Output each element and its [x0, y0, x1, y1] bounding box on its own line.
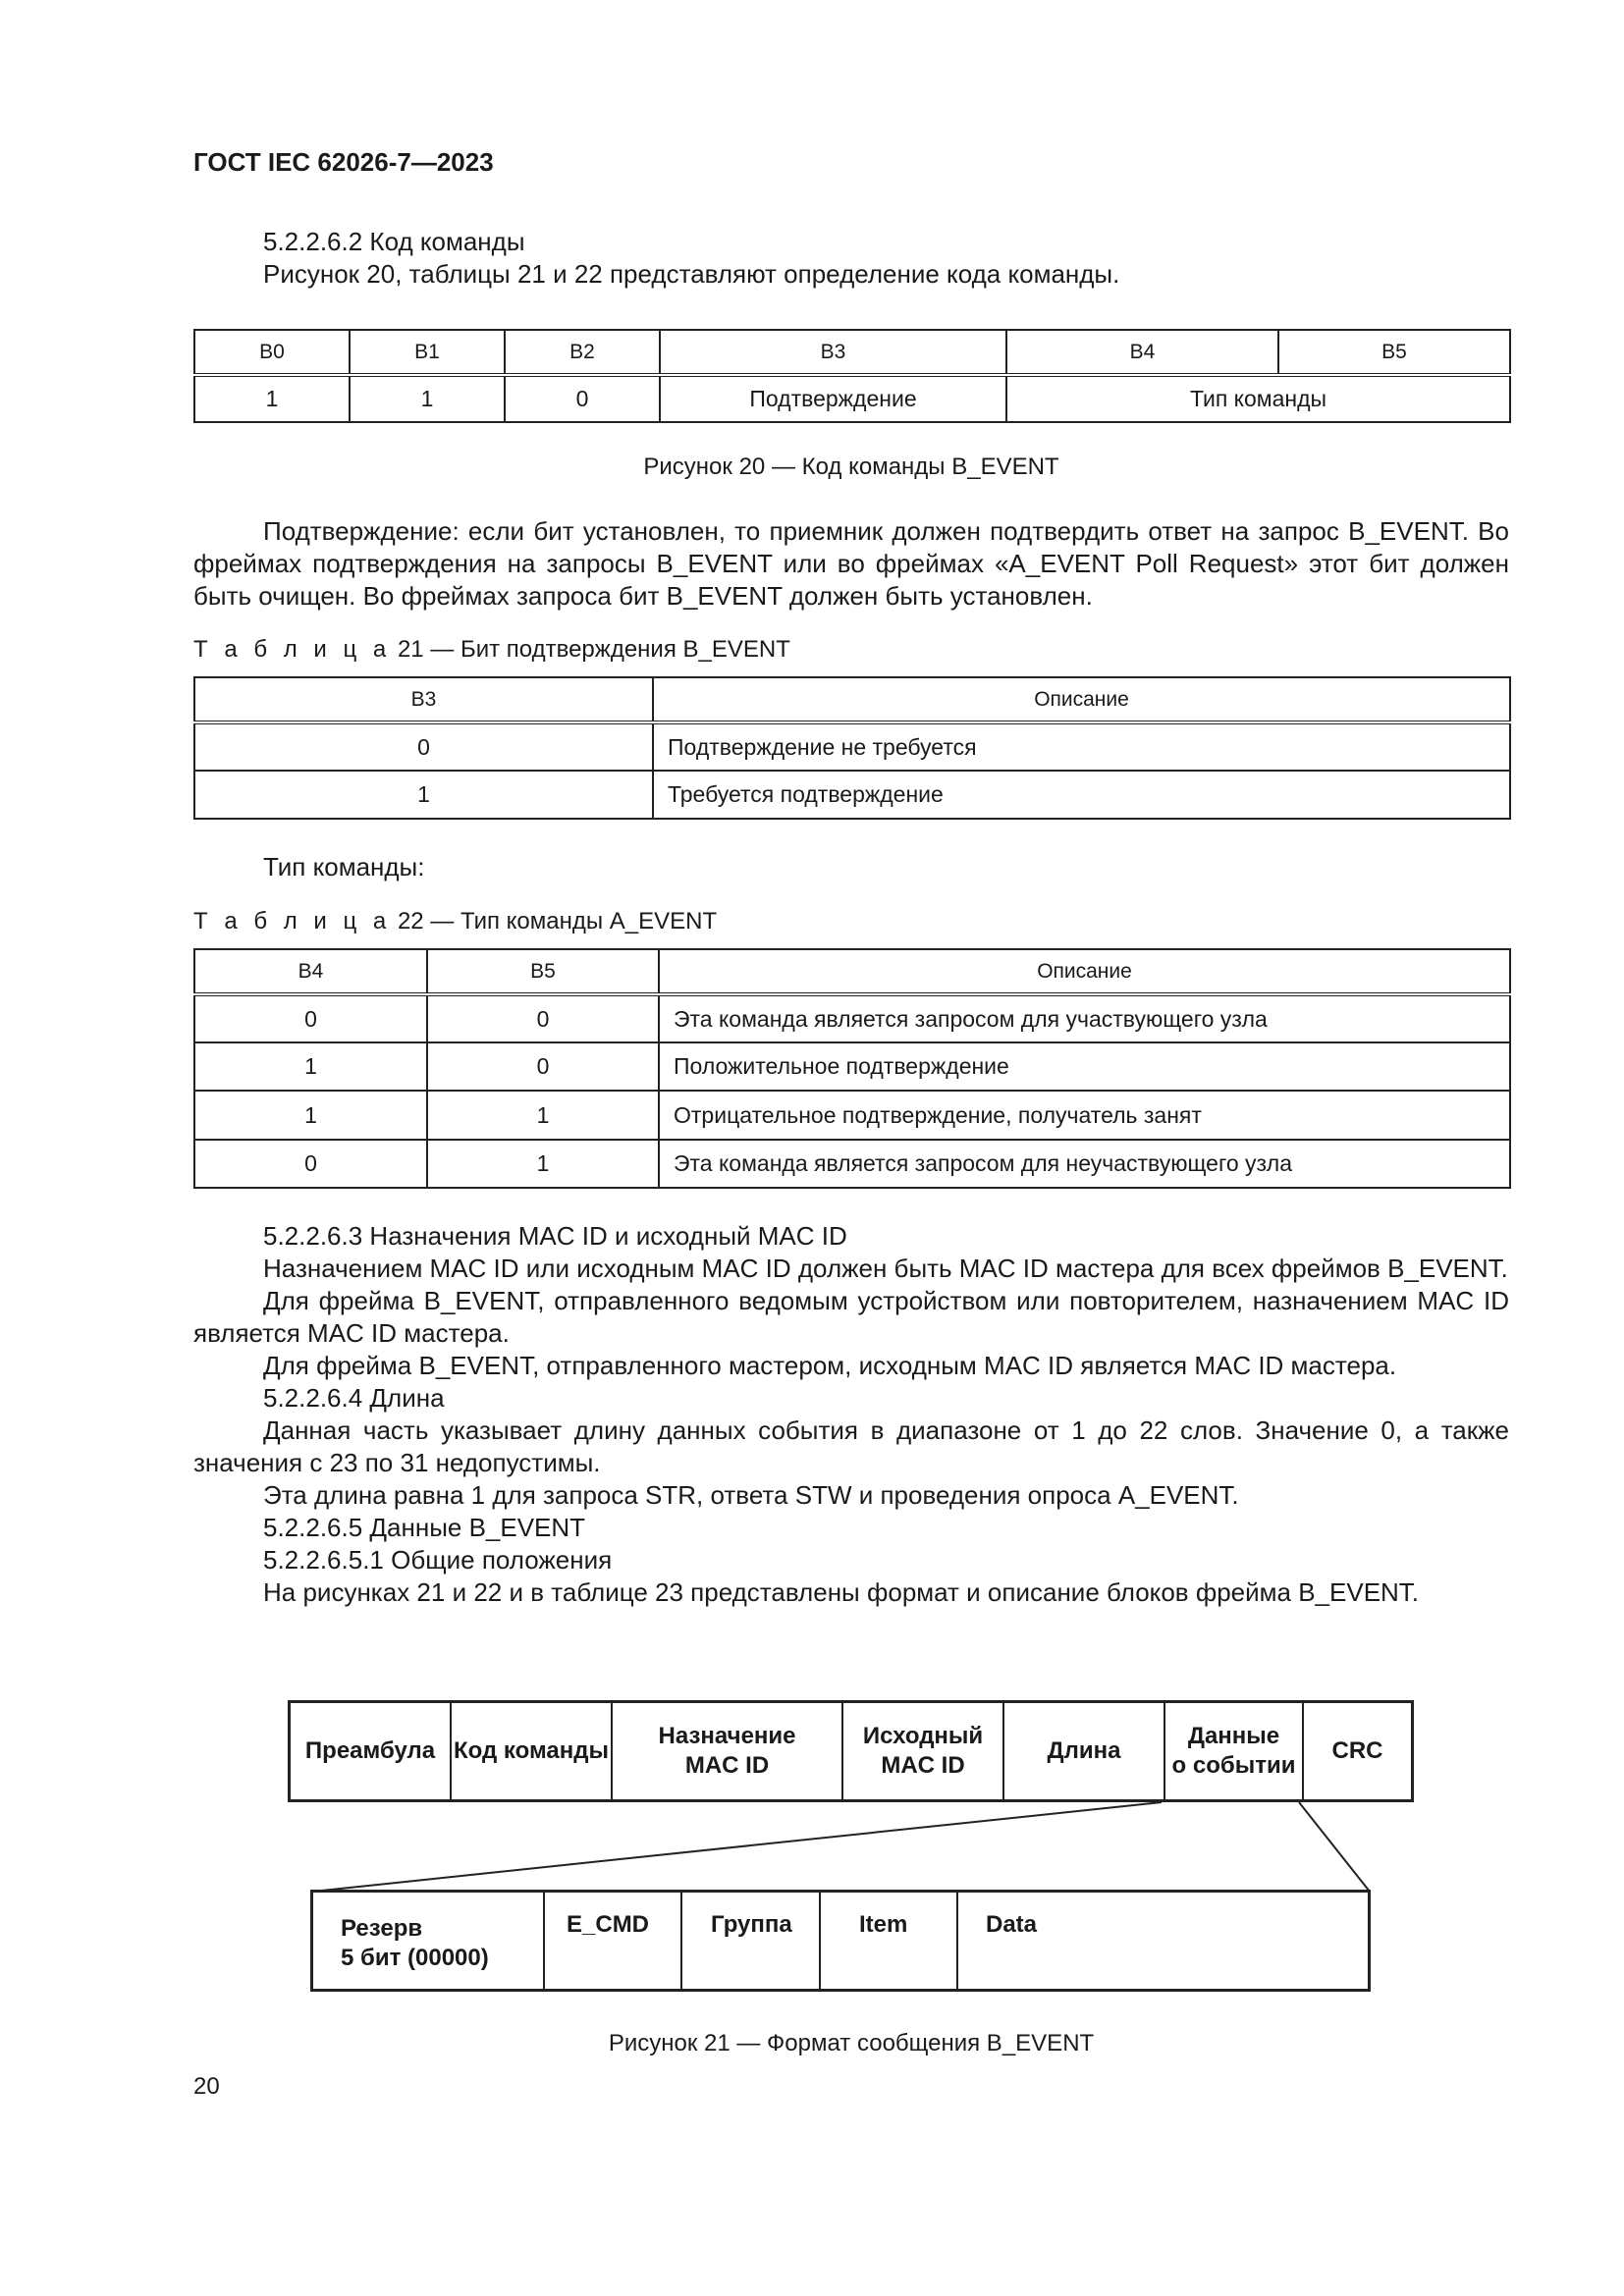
detail-field: Резерв 5 бит (00000) [313, 1893, 545, 1989]
section-title: 5.2.2.6.5.1 Общие положения [263, 1545, 613, 1575]
header-cell: B4 [1006, 330, 1278, 375]
header-cell: Описание [653, 677, 1510, 722]
table-cell: Подтверждение не требуется [653, 722, 1510, 771]
frame-field: Данные о событии [1165, 1703, 1304, 1799]
table-cell: 1 [194, 771, 653, 819]
section-title: 5.2.2.6.4 Длина [263, 1383, 445, 1413]
header-cell: B1 [350, 330, 505, 375]
detail-field: Группа [682, 1893, 821, 1989]
table-cell: Эта команда является запросом для участвующего узла [659, 994, 1510, 1042]
frame-field: Преамбула [291, 1703, 452, 1799]
header-cell: B2 [505, 330, 660, 375]
table-label: Т а б л и ц а [193, 636, 392, 663]
paragraph: Для фрейма B_EVENT, отправленного ведомым устройством или повторителем, назначением MAC ID является MAC ID мастера. [193, 1286, 1509, 1348]
table-cell: 1 [194, 375, 350, 422]
table-title: 22 — Тип команды A_EVENT [397, 908, 718, 934]
header-cell: B3 [194, 677, 653, 722]
document-header: ГОСТ IEC 62026-7—2023 [193, 147, 494, 177]
section-title: 5.2.2.6.2 Код команды [263, 227, 525, 256]
frame-field: Назначение MAC ID [613, 1703, 843, 1799]
table-cell: Требуется подтверждение [653, 771, 1510, 819]
paragraph: Рисунок 20, таблицы 21 и 22 представляют определение кода команды. [263, 259, 1120, 289]
table-cell: Эта команда является запросом для неучаствующего узла [659, 1140, 1510, 1188]
paragraph: Тип команды: [263, 852, 425, 881]
table-cell: 0 [194, 1140, 427, 1188]
paragraph: На рисунках 21 и 22 и в таблице 23 представлены формат и описание блоков фрейма B_EVENT. [263, 1577, 1420, 1607]
detail-field: Item [821, 1893, 958, 1989]
header-cell: Описание [659, 949, 1510, 994]
header-cell: B5 [1278, 330, 1510, 375]
frame-field: Код команды [452, 1703, 613, 1799]
table-cell: Положительное подтверждение [659, 1042, 1510, 1091]
table-cell: 1 [427, 1140, 659, 1188]
table-cell: Отрицательное подтверждение, получатель занят [659, 1091, 1510, 1140]
table-cell: 0 [427, 994, 659, 1042]
table-cell: 0 [194, 994, 427, 1042]
table-cell: Подтверждение [660, 375, 1006, 422]
detail-field: E_CMD [545, 1893, 682, 1989]
header-cell: B5 [427, 949, 659, 994]
frame-field: Исходный MAC ID [843, 1703, 1004, 1799]
header-cell: B0 [194, 330, 350, 375]
paragraph: Назначением MAC ID или исходным MAC ID должен быть MAC ID мастера для всех фреймов B_EVENT. [263, 1254, 1508, 1283]
table-cell: 0 [427, 1042, 659, 1091]
frame-field: CRC [1331, 1737, 1383, 1764]
paragraph: Данная часть указывает длину данных события в диапазоне от 1 до 22 слов. Значение 0, а также значения с 23 по 31 недопустимы. [193, 1415, 1509, 1477]
frame-field: Длина [1004, 1703, 1165, 1799]
event-data-detail-diagram [310, 1890, 1371, 1992]
figure-caption: Рисунок 20 — Код команды B_EVENT [643, 454, 1059, 480]
detail-field: Data [986, 1911, 1038, 1938]
table-cell: 1 [350, 375, 505, 422]
section-title: 5.2.2.6.5 Данные B_EVENT [263, 1513, 586, 1542]
table-cell: 0 [194, 722, 653, 771]
table-cell: 0 [505, 375, 660, 422]
table-title: 21 — Бит подтверждения B_EVENT [397, 636, 790, 663]
table-cell: Тип команды [1006, 375, 1510, 422]
table-cell: 1 [194, 1091, 427, 1140]
page-number: 20 [193, 2073, 220, 2100]
table-cell: 1 [427, 1091, 659, 1140]
header-cell: B3 [660, 330, 1006, 375]
section-title: 5.2.2.6.3 Назначения MAC ID и исходный MAC ID [263, 1221, 847, 1251]
figure-caption: Рисунок 21 — Формат сообщения B_EVENT [608, 2030, 1095, 2056]
table-cell: 1 [194, 1042, 427, 1091]
header-cell: B4 [194, 949, 427, 994]
table-label: Т а б л и ц а [193, 908, 392, 934]
paragraph: Эта длина равна 1 для запроса STR, ответа STW и проведения опроса A_EVENT. [263, 1480, 1239, 1510]
paragraph: Подтверждение: если бит установлен, то приемник должен подтвердить ответ на запрос B_EVENT. Во фреймах подтверждения на запросы B_EVENT или во фреймах «A_EVENT Poll Request» этот бит должен быть очищен. Во фреймах запроса бит B_EVENT должен быть установлен. [193, 516, 1509, 611]
paragraph: Для фрейма B_EVENT, отправленного мастером, исходным MAC ID является MAC ID мастера. [263, 1351, 1397, 1380]
